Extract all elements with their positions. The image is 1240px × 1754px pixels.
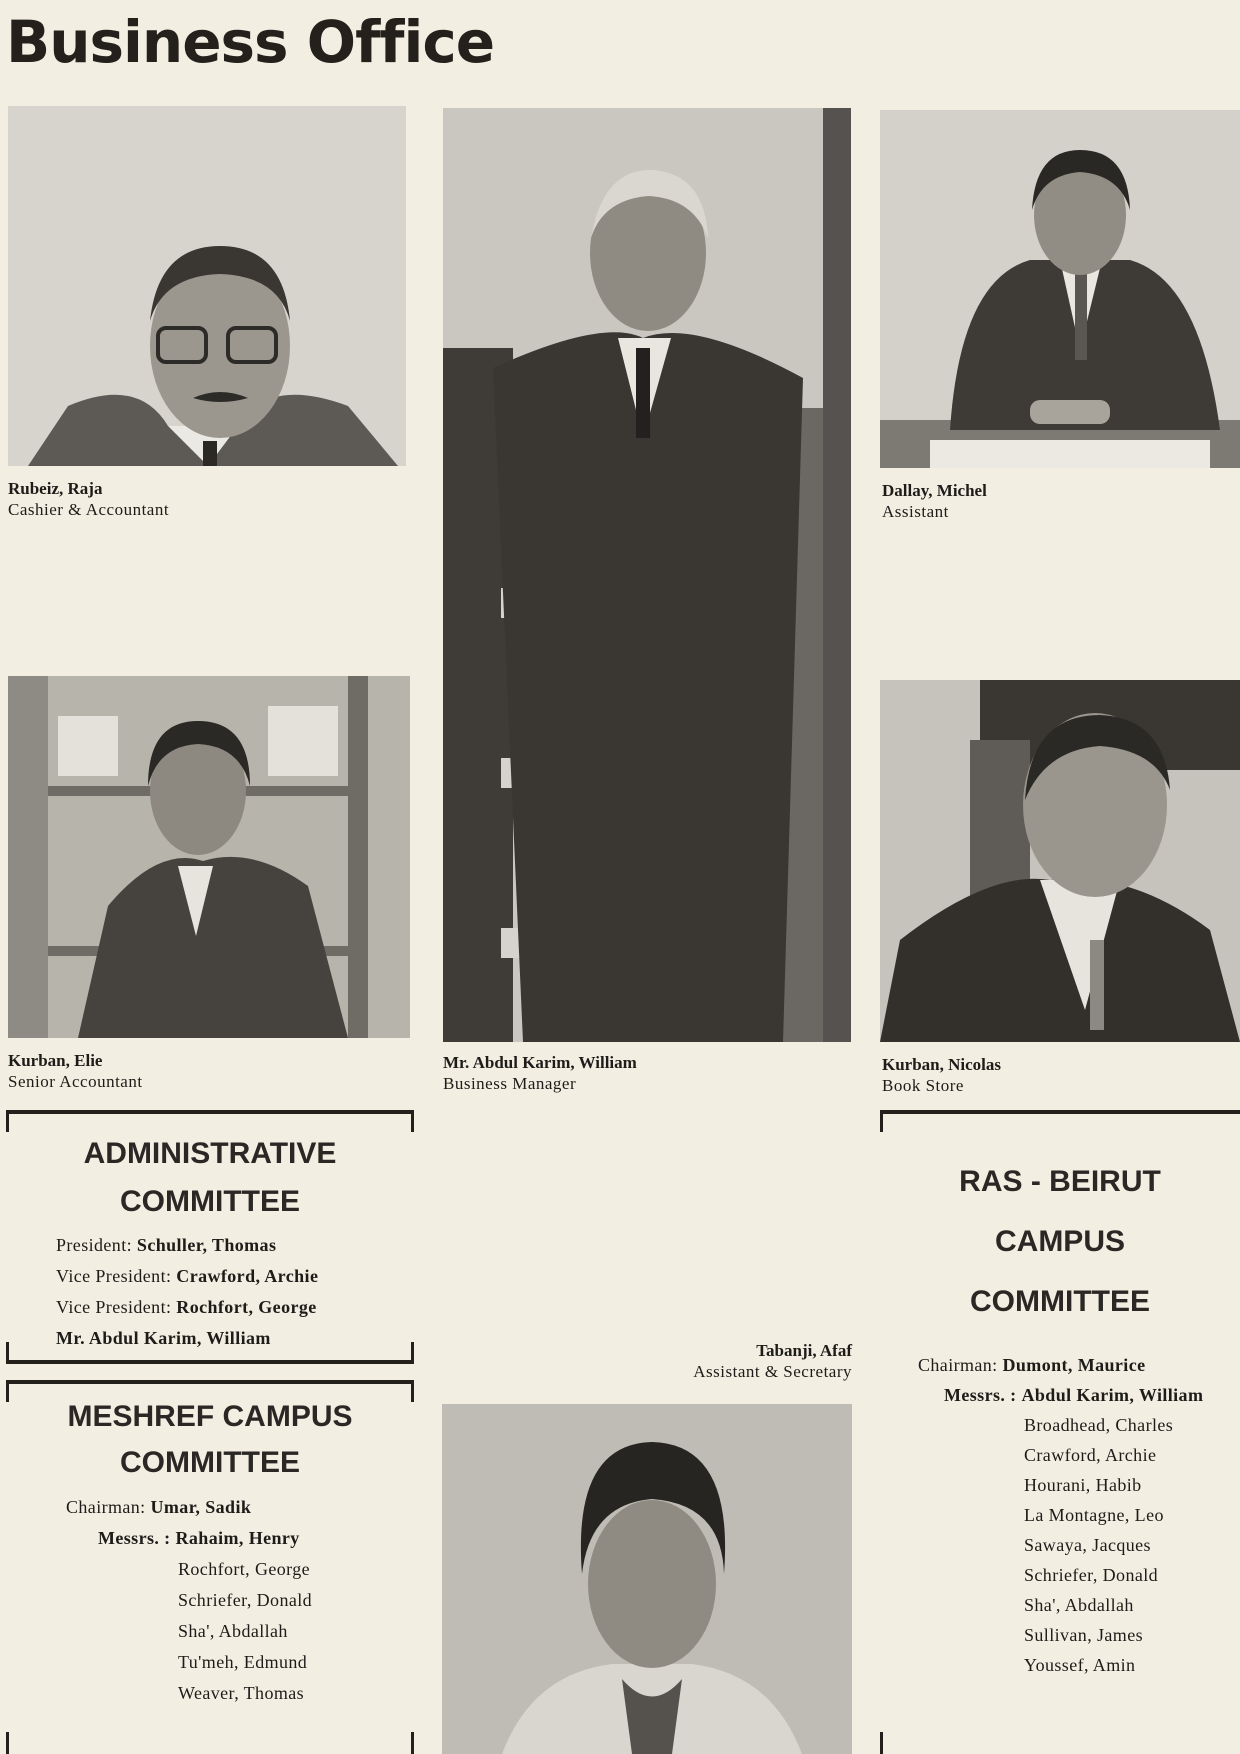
photo-abdul-karim-william — [443, 108, 851, 1042]
staff-name: Rubeiz, Raja — [8, 479, 103, 498]
ras-beirut-member: Youssef, Amin — [1024, 1655, 1136, 1675]
staff-role: Cashier & Accountant — [8, 500, 170, 520]
box-corner — [411, 1732, 414, 1754]
meshref-member: Rochfort, George — [178, 1559, 311, 1579]
admin-role: President: — [56, 1235, 132, 1255]
ras-beirut-member: Sha', Abdallah — [1024, 1595, 1134, 1615]
photo-kurban-nicolas — [880, 680, 1240, 1042]
ras-beirut-members-label: Messrs. : — [944, 1385, 1017, 1405]
photo-rubeiz-raja — [8, 106, 406, 466]
admin-heading-line1: ADMINISTRATIVE — [83, 1137, 337, 1170]
ras-beirut-member: Abdul Karim, William — [1021, 1385, 1204, 1405]
administrative-committee-box — [6, 1110, 414, 1364]
staff-name: Tabanji, Afaf — [756, 1341, 852, 1360]
caption-dallay-michel — [882, 480, 987, 523]
box-corner — [411, 1110, 414, 1132]
box-border-top — [880, 1110, 1240, 1114]
admin-member: Crawford, Archie — [176, 1266, 319, 1286]
admin-row — [56, 1292, 318, 1323]
box-corner — [6, 1732, 9, 1754]
meshref-heading-line1: MESHREF CAMPUS — [67, 1400, 353, 1433]
photo-dallay-michel — [880, 110, 1240, 468]
ras-beirut-member: Sullivan, James — [1024, 1625, 1143, 1645]
admin-heading-line2: COMMITTEE — [120, 1185, 300, 1218]
ras-beirut-chairman-row — [918, 1350, 1203, 1380]
staff-role: Senior Accountant — [8, 1072, 143, 1092]
ras-beirut-heading-line2: CAMPUS — [994, 1225, 1125, 1258]
ras-beirut-member: La Montagne, Leo — [1024, 1505, 1164, 1525]
staff-name: Kurban, Elie — [8, 1051, 103, 1070]
box-corner — [880, 1110, 883, 1132]
admin-row — [56, 1323, 318, 1354]
admin-row — [56, 1230, 318, 1261]
ras-beirut-committee-box — [880, 1110, 1240, 1754]
meshref-members-row — [66, 1523, 312, 1554]
admin-member: Mr. Abdul Karim, William — [56, 1328, 271, 1348]
ras-beirut-member: Sawaya, Jacques — [1024, 1535, 1151, 1555]
photo-tabanji-afaf — [442, 1404, 852, 1754]
staff-name: Dallay, Michel — [882, 481, 987, 500]
caption-kurban-elie — [8, 1050, 143, 1093]
staff-role: Book Store — [882, 1076, 964, 1096]
admin-role: Vice President: — [56, 1266, 172, 1286]
ras-beirut-heading-line3: COMMITTEE — [970, 1285, 1150, 1318]
admin-row — [56, 1261, 318, 1292]
ras-beirut-chairman: Dumont, Maurice — [1002, 1355, 1146, 1375]
meshref-member: Weaver, Thomas — [178, 1683, 305, 1703]
caption-abdul-karim-william — [443, 1052, 637, 1095]
ras-beirut-members-row — [918, 1380, 1203, 1410]
box-border-top — [6, 1110, 414, 1114]
staff-role: Business Manager — [443, 1074, 577, 1094]
box-border-bottom — [6, 1360, 414, 1364]
meshref-member: Schriefer, Donald — [178, 1590, 313, 1610]
caption-rubeiz-raja — [8, 478, 169, 521]
admin-role: Vice President: — [56, 1297, 172, 1317]
staff-name: Kurban, Nicolas — [882, 1055, 1002, 1074]
meshref-chairman-row — [66, 1492, 312, 1523]
admin-member: Schuller, Thomas — [136, 1235, 277, 1255]
photo-kurban-elie — [8, 676, 410, 1038]
page-title: Business Office — [6, 8, 495, 76]
ras-beirut-chairman-label: Chairman: — [918, 1355, 998, 1375]
staff-name: Mr. Abdul Karim, William — [443, 1053, 637, 1072]
ras-beirut-heading-line1: RAS - BEIRUT — [959, 1165, 1161, 1198]
admin-member: Rochfort, George — [176, 1297, 317, 1317]
staff-role: Assistant & Secretary — [693, 1362, 852, 1382]
meshref-chairman: Umar, Sadik — [150, 1497, 252, 1517]
ras-beirut-member: Hourani, Habib — [1024, 1475, 1142, 1495]
meshref-member: Rahaim, Henry — [175, 1528, 300, 1548]
meshref-chairman-label: Chairman: — [66, 1497, 146, 1517]
caption-tabanji-afaf — [600, 1340, 852, 1383]
meshref-member: Sha', Abdallah — [178, 1621, 288, 1641]
box-border-top — [6, 1380, 414, 1384]
box-corner — [880, 1732, 883, 1754]
caption-kurban-nicolas — [882, 1054, 1001, 1097]
staff-role: Assistant — [882, 502, 949, 522]
meshref-members-label: Messrs. : — [98, 1528, 171, 1548]
meshref-committee-box — [6, 1380, 414, 1754]
ras-beirut-member: Schriefer, Donald — [1024, 1565, 1159, 1585]
box-corner — [6, 1110, 9, 1132]
meshref-heading-line2: COMMITTEE — [120, 1446, 300, 1479]
ras-beirut-member: Crawford, Archie — [1024, 1445, 1157, 1465]
ras-beirut-member: Broadhead, Charles — [1024, 1415, 1174, 1435]
meshref-member: Tu'meh, Edmund — [178, 1652, 308, 1672]
